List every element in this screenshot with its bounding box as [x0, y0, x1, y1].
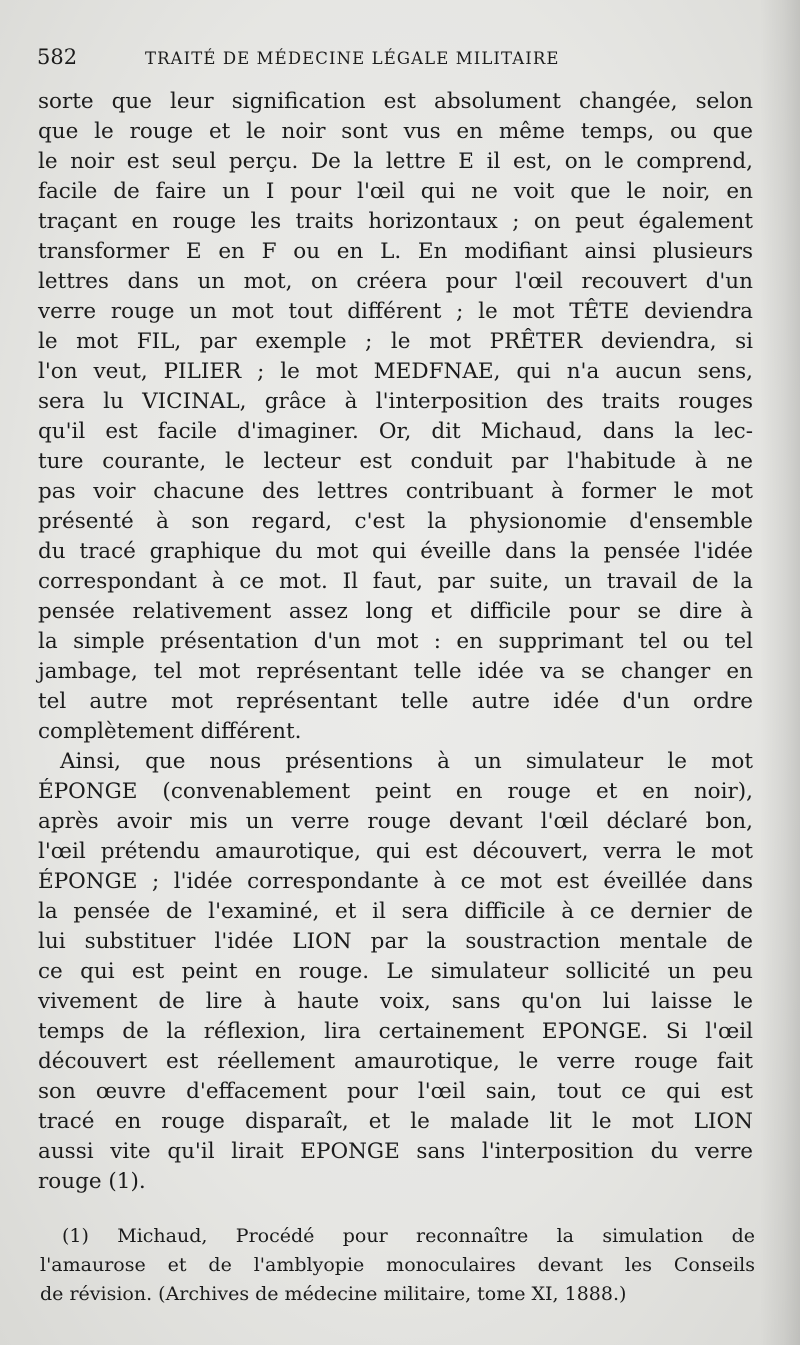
- footnote-line: (1) Michaud, Procédé pour reconnaître la simulation de: [62, 1225, 755, 1247]
- footnote-line: l'amaurose et de l'amblyopie monoculaires devant les Conseils: [40, 1254, 755, 1276]
- text-line: ture courante, le lecteur est conduit par l'habitude à ne: [38, 449, 753, 474]
- text-line: pensée relativement assez long et difficile pour se dire à: [38, 599, 753, 624]
- text-line: la simple présentation d'un mot : en supprimant tel ou tel: [38, 629, 753, 654]
- text-line: vivement de lire à haute voix, sans qu'on lui laisse le: [38, 989, 753, 1014]
- running-head: [37, 42, 757, 76]
- text-line: sera lu VICINAL, grâce à l'interposition des traits rouges: [38, 389, 753, 414]
- text-line: qu'il est facile d'imaginer. Or, dit Michaud, dans la lec-: [38, 419, 753, 444]
- text-line: ce qui est peint en rouge. Le simulateur sollicité un peu: [38, 959, 753, 984]
- text-line: temps de la réflexion, lira certainement EPONGE. Si l'œil: [38, 1019, 753, 1044]
- text-line: le mot FIL, par exemple ; le mot PRÊTER deviendra, si: [38, 329, 753, 354]
- text-line: jambage, tel mot représentant telle idée va se changer en: [38, 659, 753, 684]
- text-line: son œuvre d'effacement pour l'œil sain, tout ce qui est: [38, 1079, 753, 1104]
- text-line: le noir est seul perçu. De la lettre E il est, on le comprend,: [38, 149, 753, 174]
- text-line: l'œil prétendu amaurotique, qui est découvert, verra le mot: [38, 839, 753, 864]
- text-line: tracé en rouge disparaît, et le malade lit le mot LION: [38, 1109, 753, 1134]
- text-line: découvert est réellement amaurotique, le verre rouge fait: [38, 1049, 753, 1074]
- text-line: ÉPONGE (convenablement peint en rouge et en noir),: [38, 779, 753, 804]
- text-line: complètement différent.: [38, 719, 302, 744]
- body-text: [38, 87, 753, 1197]
- text-line: aussi vite qu'il lirait EPONGE sans l'interposition du verre: [38, 1139, 753, 1164]
- text-line: rouge (1).: [38, 1169, 146, 1194]
- footnote: [40, 1222, 755, 1309]
- text-line: la pensée de l'examiné, et il sera difficile à ce dernier de: [38, 899, 753, 924]
- text-line: transformer E en F ou en L. En modifiant ainsi plusieurs: [38, 239, 753, 264]
- text-line: tel autre mot représentant telle autre idée d'un ordre: [38, 689, 753, 714]
- text-line: correspondant à ce mot. Il faut, par suite, un travail de la: [38, 569, 753, 594]
- text-line: verre rouge un mot tout différent ; le mot TÊTE deviendra: [38, 299, 753, 324]
- text-line: présenté à son regard, c'est la physionomie d'ensemble: [38, 509, 753, 534]
- text-line: pas voir chacune des lettres contribuant à former le mot: [38, 479, 753, 504]
- footnote-line: de révision. (Archives de médecine militaire, tome XI, 1888.): [40, 1283, 627, 1305]
- text-line: Ainsi, que nous présentions à un simulateur le mot: [60, 749, 753, 774]
- text-line: lettres dans un mot, on créera pour l'œil recouvert d'un: [38, 269, 753, 294]
- text-line: ÉPONGE ; l'idée correspondante à ce mot est éveillée dans: [38, 869, 753, 894]
- text-line: que le rouge et le noir sont vus en même temps, ou que: [38, 119, 753, 144]
- running-title: TRAITÉ DE MÉDECINE LÉGALE MILITAIRE: [145, 49, 560, 68]
- page-number: 582: [37, 45, 78, 69]
- text-line: traçant en rouge les traits horizontaux ; on peut également: [38, 209, 753, 234]
- text-line: du tracé graphique du mot qui éveille dans la pensée l'idée: [38, 539, 753, 564]
- text-line: lui substituer l'idée LION par la soustraction mentale de: [38, 929, 753, 954]
- text-line: après avoir mis un verre rouge devant l'œil déclaré bon,: [38, 809, 753, 834]
- text-line: sorte que leur signification est absolument changée, selon: [38, 89, 753, 114]
- text-line: facile de faire un I pour l'œil qui ne voit que le noir, en: [38, 179, 753, 204]
- text-line: l'on veut, PILIER ; le mot MEDFNAE, qui n'a aucun sens,: [38, 359, 753, 384]
- page-edge-shadow: [760, 0, 800, 1345]
